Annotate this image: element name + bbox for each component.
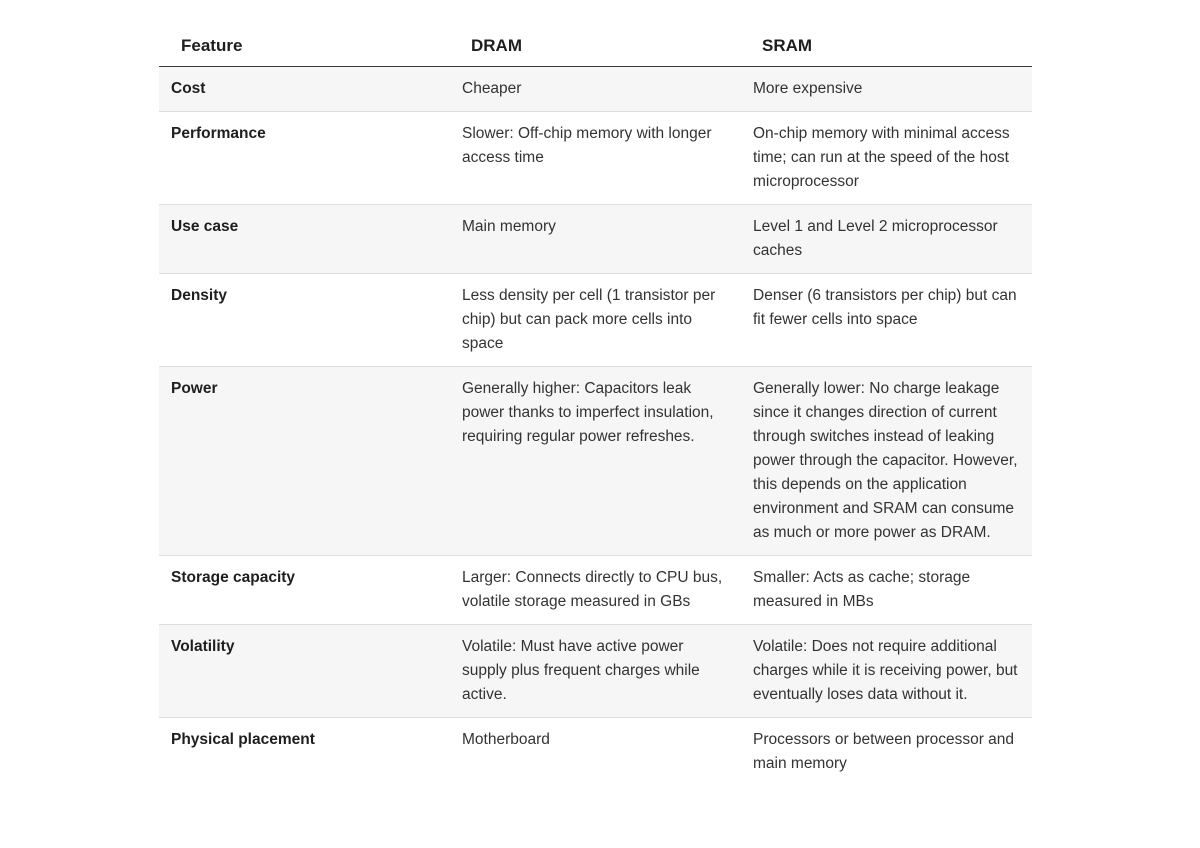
- header-row: [159, 26, 1032, 67]
- table-body: [159, 67, 1032, 787]
- sram-cell: More expensive: [741, 67, 1032, 112]
- table-row: [159, 367, 1032, 556]
- dram-cell: Cheaper: [450, 67, 741, 112]
- sram-cell: Generally lower: No charge leakage since it changes direction of current through switches instead of leaking power through the capacitor. However, this depends on the application environment and SRAM can consume as much or more power as DRAM.: [741, 367, 1032, 556]
- feature-cell: Performance: [159, 112, 450, 205]
- sram-cell: On-chip memory with minimal access time; can run at the speed of the host microprocessor: [741, 112, 1032, 205]
- dram-cell: Volatile: Must have active power supply plus frequent charges while active.: [450, 625, 741, 718]
- table-row: [159, 274, 1032, 367]
- sram-cell: Volatile: Does not require additional charges while it is receiving power, but eventually loses data without it.: [741, 625, 1032, 718]
- dram-cell: Generally higher: Capacitors leak power thanks to imperfect insulation, requiring regular power refreshes.: [450, 367, 741, 556]
- table-row: [159, 556, 1032, 625]
- sram-cell: Smaller: Acts as cache; storage measured in MBs: [741, 556, 1032, 625]
- header-dram: DRAM: [450, 26, 741, 67]
- feature-cell: Density: [159, 274, 450, 367]
- dram-cell: Slower: Off-chip memory with longer access time: [450, 112, 741, 205]
- dram-sram-comparison-table: [159, 26, 1032, 786]
- table-row: [159, 112, 1032, 205]
- table-row: [159, 718, 1032, 787]
- table-header: [159, 26, 1032, 67]
- table-row: [159, 205, 1032, 274]
- feature-cell: Physical placement: [159, 718, 450, 787]
- header-feature: Feature: [159, 26, 450, 67]
- feature-cell: Power: [159, 367, 450, 556]
- feature-cell: Storage capacity: [159, 556, 450, 625]
- dram-cell: Less density per cell (1 transistor per chip) but can pack more cells into space: [450, 274, 741, 367]
- header-sram: SRAM: [741, 26, 1032, 67]
- feature-cell: Volatility: [159, 625, 450, 718]
- dram-cell: Motherboard: [450, 718, 741, 787]
- table-row: [159, 625, 1032, 718]
- sram-cell: Denser (6 transistors per chip) but can fit fewer cells into space: [741, 274, 1032, 367]
- sram-cell: Level 1 and Level 2 microprocessor caches: [741, 205, 1032, 274]
- comparison-table-container: [159, 26, 1032, 786]
- dram-cell: Main memory: [450, 205, 741, 274]
- feature-cell: Cost: [159, 67, 450, 112]
- feature-cell: Use case: [159, 205, 450, 274]
- dram-cell: Larger: Connects directly to CPU bus, volatile storage measured in GBs: [450, 556, 741, 625]
- sram-cell: Processors or between processor and main memory: [741, 718, 1032, 787]
- table-row: [159, 67, 1032, 112]
